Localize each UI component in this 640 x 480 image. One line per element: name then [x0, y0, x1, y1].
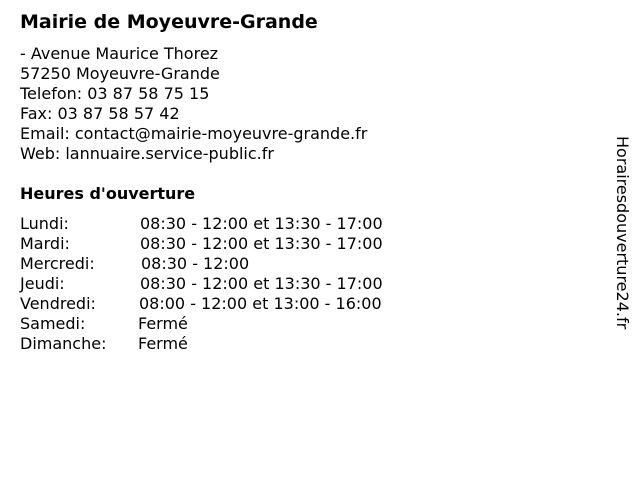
day-hours: 08:30 - 12:00 et 13:30 - 17:00 — [140, 274, 383, 293]
page-title: Mairie de Moyeuvre-Grande — [20, 11, 318, 33]
hours-row-thursday — [20, 274, 440, 294]
day-label: Mercredi: — [20, 254, 95, 273]
hours-row-sunday — [20, 334, 440, 354]
phone-number: Telefon: 03 87 58 75 15 — [20, 84, 210, 103]
hours-row-tuesday — [20, 234, 440, 254]
day-label: Mardi: — [20, 234, 70, 253]
hours-heading: Heures d'ouverture — [20, 184, 196, 203]
opening-hours-table — [20, 214, 440, 354]
day-hours: 08:30 - 12:00 — [141, 254, 250, 273]
email-address: Email: contact@mairie-moyeuvre-grande.fr — [20, 124, 368, 143]
hours-row-wednesday — [20, 254, 440, 274]
day-hours: 08:30 - 12:00 et 13:30 - 17:00 — [140, 234, 383, 253]
day-label: Dimanche: — [20, 334, 107, 353]
day-label: Vendredi: — [20, 294, 96, 313]
hours-row-friday — [20, 294, 440, 314]
street-address: - Avenue Maurice Thorez — [20, 44, 219, 63]
website: Web: lannuaire.service-public.fr — [20, 144, 274, 163]
site-watermark: Horairesdouverture24.fr — [613, 136, 632, 330]
day-hours: Fermé — [138, 314, 188, 333]
day-label: Lundi: — [20, 214, 69, 233]
day-hours: 08:00 - 12:00 et 13:00 - 16:00 — [139, 294, 382, 313]
hours-row-saturday — [20, 314, 440, 334]
day-hours: 08:30 - 12:00 et 13:30 - 17:00 — [140, 214, 383, 233]
day-label: Samedi: — [20, 314, 86, 333]
fax-number: Fax: 03 87 58 57 42 — [20, 104, 180, 123]
hours-row-monday — [20, 214, 440, 234]
day-label: Jeudi: — [20, 274, 65, 293]
city-postcode: 57250 Moyeuvre-Grande — [20, 64, 220, 83]
day-hours: Fermé — [138, 334, 188, 353]
address-block — [20, 44, 367, 164]
